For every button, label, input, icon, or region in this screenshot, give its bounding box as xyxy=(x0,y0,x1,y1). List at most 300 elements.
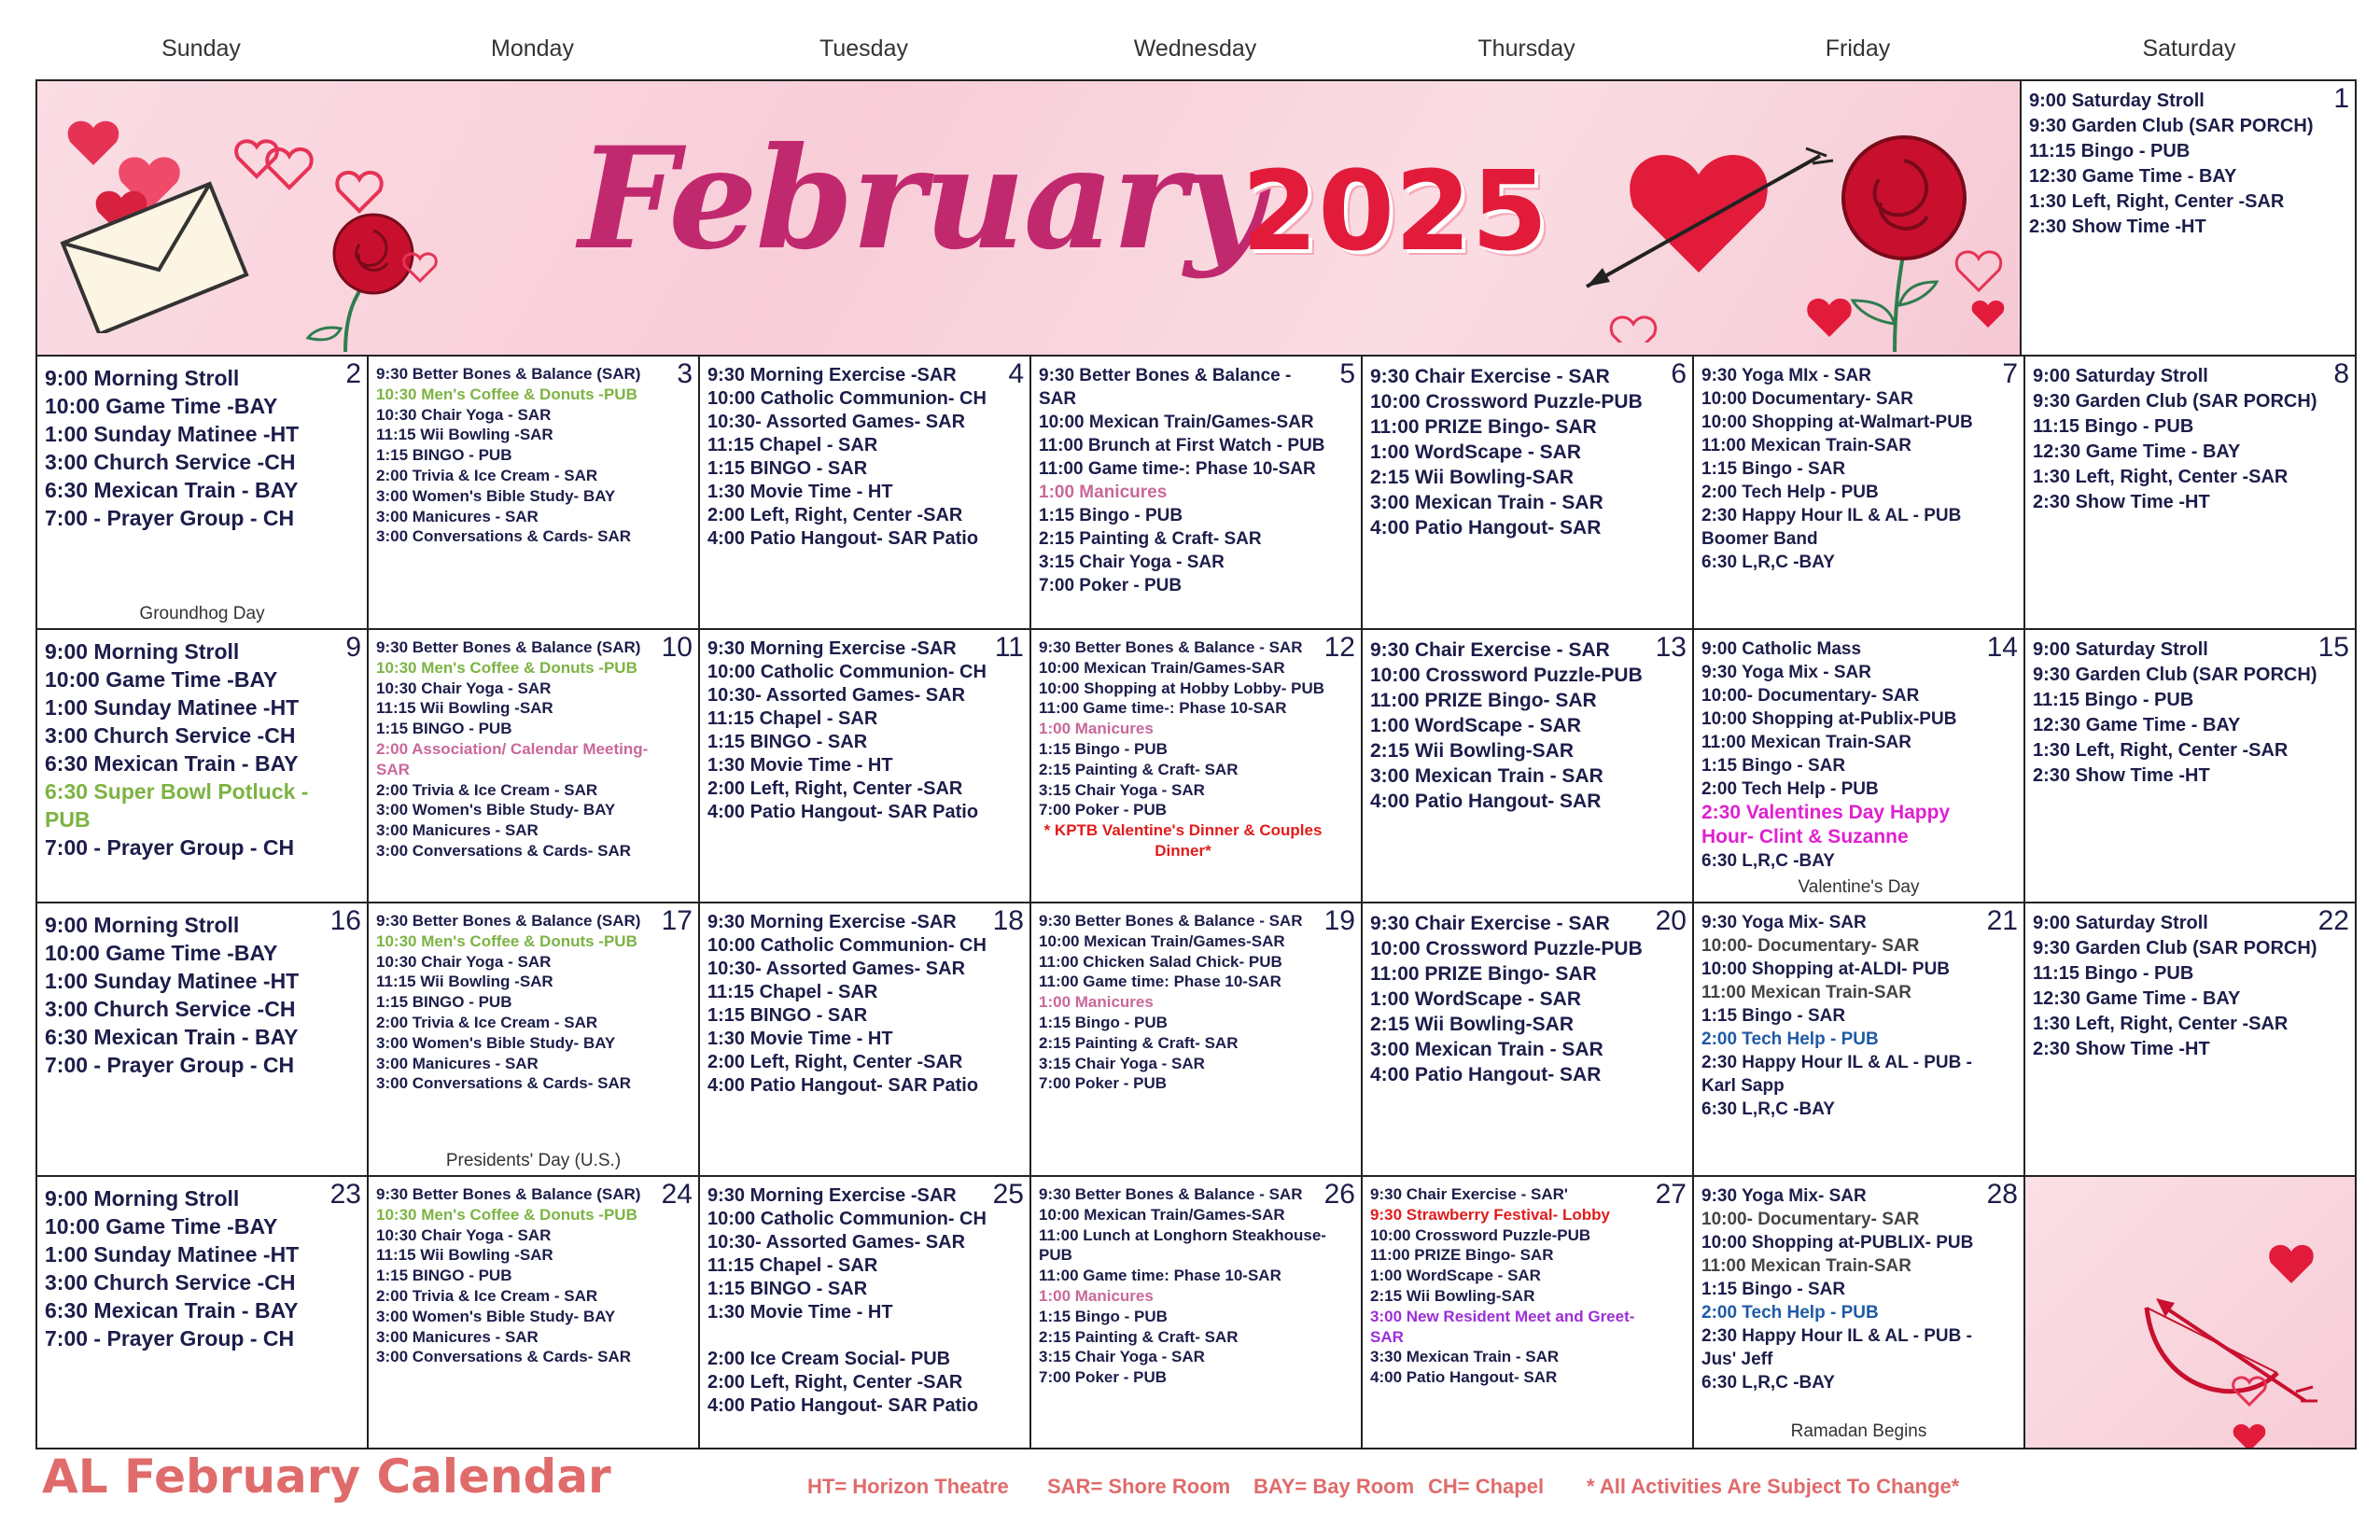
day-header-saturday: Saturday xyxy=(2142,35,2236,62)
event-item: 7:00 Poker - PUB xyxy=(1039,576,1183,595)
event-item: 4:00 Patio Hangout- SAR xyxy=(1370,1064,1602,1085)
event-item: 7:00 - Prayer Group - CH xyxy=(45,835,295,860)
day-number: 5 xyxy=(1339,358,1355,389)
event-item: 10:30 Chair Yoga - SAR xyxy=(376,1225,552,1244)
day-number: 27 xyxy=(1655,1179,1687,1210)
event-item: 2:30 Show Time -HT xyxy=(2033,1039,2210,1059)
event-item: 6:30 Mexican Train - BAY xyxy=(45,1025,299,1049)
day-number: 14 xyxy=(1986,632,2018,663)
event-item: 3:00 Church Service -CH xyxy=(45,1270,296,1295)
event-item: 9:30 Chair Exercise - SAR xyxy=(1370,639,1610,661)
event-item: 3:00 Conversations & Cards- SAR xyxy=(376,1074,632,1093)
event-item: 11:15 Bingo - PUB xyxy=(2029,141,2191,161)
calendar-title: AL February Calendar xyxy=(42,1449,611,1504)
event-item: 11:15 Bingo - PUB xyxy=(2033,416,2194,437)
event-item: 2:30 Show Time -HT xyxy=(2029,217,2206,237)
event-item: 1:30 Movie Time - HT xyxy=(707,1302,893,1323)
event-item: 9:30 Better Bones & Balance (SAR) xyxy=(376,912,641,930)
event-item: 7:00 - Prayer Group - CH xyxy=(45,506,295,530)
event-item: 2:00 Tech Help - PUB xyxy=(1701,1029,1879,1049)
day-header-sunday: Sunday xyxy=(161,35,241,62)
event-item: 1:00 Manicures xyxy=(1039,483,1168,502)
day-header-friday: Friday xyxy=(1825,35,1891,62)
event-item: 2:15 Wii Bowling-SAR xyxy=(1370,1014,1574,1035)
event-item: 9:30 Chair Exercise - SAR xyxy=(1370,366,1610,387)
event-item: 1:15 BINGO - SAR xyxy=(707,458,868,479)
event-item: 10:00 Crossword Puzzle-PUB xyxy=(1370,665,1643,686)
event-item: 11:15 Wii Bowling -SAR xyxy=(376,426,553,444)
event-item: 1:30 Left, Right, Center -SAR xyxy=(2029,191,2285,212)
event-item: 2:00 Left, Right, Center -SAR xyxy=(707,1372,963,1393)
event-item: 9:30 Chair Exercise - SAR xyxy=(1370,913,1610,934)
day-cell-12[interactable] xyxy=(1031,630,1363,903)
day-number: 2 xyxy=(345,358,361,389)
event-item: 10:30 Men's Coffee & Donuts -PUB xyxy=(376,385,637,403)
event-item: 10:00 Mexican Train/Games-SAR xyxy=(1039,658,1285,677)
event-item: Boomer Band xyxy=(1701,529,1818,549)
event-item: 6:30 L,R,C -BAY xyxy=(1701,553,1835,572)
event-item: 11:00 Mexican Train-SAR xyxy=(1701,733,1911,752)
day-cell-18[interactable] xyxy=(700,903,1031,1177)
event-item: 2:00 Tech Help - PUB xyxy=(1701,779,1879,799)
event-item: 10:00 Catholic Communion- CH xyxy=(707,662,987,682)
event-item: 11:00 Brunch at First Watch - PUB xyxy=(1039,436,1325,455)
event-item: 11:00 Lunch at Longhorn Steakhouse- PUB xyxy=(1039,1225,1326,1265)
month-banner xyxy=(37,81,2022,357)
event-item: 10:30- Assorted Games- SAR xyxy=(707,1232,966,1253)
event-item: 3:00 Manicures - SAR xyxy=(376,507,539,525)
bow-arrow-icon xyxy=(2025,1177,2355,1448)
event-item: 7:00 Poker - PUB xyxy=(1039,1368,1167,1387)
event-item: 2:30 Show Time -HT xyxy=(2033,492,2210,512)
event-item: 1:00 Sunday Matinee -HT xyxy=(45,1242,300,1267)
holiday-note: Valentine's Day xyxy=(1798,877,1920,897)
event-item: 11:00 Mexican Train-SAR xyxy=(1701,1256,1911,1276)
event-item: 10:30 Men's Coffee & Donuts -PUB xyxy=(376,931,637,950)
event-item: 9:00 Saturday Stroll xyxy=(2033,913,2208,933)
event-item: 3:00 Women's Bible Study- BAY xyxy=(376,801,616,819)
event-item: 2:00 Left, Right, Center -SAR xyxy=(707,505,963,525)
event-item: 9:30 Morning Exercise -SAR xyxy=(707,638,957,659)
event-item: 3:00 Mexican Train - SAR xyxy=(1370,492,1603,513)
event-item: 9:00 Saturday Stroll xyxy=(2033,366,2208,386)
event-item: 11:15 Chapel - SAR xyxy=(707,435,878,455)
event-item: 10:00 Documentary- SAR xyxy=(1701,389,1914,409)
event-item: 9:00 Saturday Stroll xyxy=(2033,639,2208,660)
event-item: 10:00 Catholic Communion- CH xyxy=(707,1209,987,1229)
day-cell-14[interactable] xyxy=(1694,630,2025,903)
event-item: 1:00 Manicures xyxy=(1039,993,1154,1012)
event-item: 9:30 Morning Exercise -SAR xyxy=(707,365,957,385)
event-item: 10:00 Mexican Train/Games-SAR xyxy=(1039,931,1285,950)
legend-ht: HT= Horizon Theatre xyxy=(807,1475,1009,1498)
event-item: 1:15 Bingo - PUB xyxy=(1039,1013,1168,1031)
event-item: 3:00 Conversations & Cards- SAR xyxy=(376,527,632,546)
event-item: 3:00 Church Service -CH xyxy=(45,997,296,1021)
holiday-note: Ramadan Begins xyxy=(1790,1421,1927,1441)
event-item: 11:15 Bingo - PUB xyxy=(2033,963,2194,984)
day-number: 6 xyxy=(1671,358,1687,389)
event-item: 1:00 Sunday Matinee -HT xyxy=(45,695,300,720)
event-item: 9:00 Morning Stroll xyxy=(45,366,240,390)
event-item: 3:00 Conversations & Cards- SAR xyxy=(376,841,632,860)
day-cell-4[interactable] xyxy=(700,357,1031,630)
event-item: 1:30 Left, Right, Center -SAR xyxy=(2033,467,2289,487)
event-item: 9:30 Garden Club (SAR PORCH) xyxy=(2029,116,2314,136)
day-cell-11[interactable] xyxy=(700,630,1031,903)
event-item: 2:15 Painting & Craft- SAR xyxy=(1039,1033,1239,1052)
event-item: 3:15 Chair Yoga - SAR xyxy=(1039,553,1225,572)
event-item: 11:15 Wii Bowling -SAR xyxy=(376,699,553,718)
event-item: 10:00 Shopping at-ALDI- PUB xyxy=(1701,959,1951,979)
event-item: 2:00 Trivia & Ice Cream - SAR xyxy=(376,466,598,484)
day-cell-15[interactable] xyxy=(2025,630,2355,903)
event-item: 4:00 Patio Hangout- SAR Patio xyxy=(707,802,979,822)
event-item: 2:00 Left, Right, Center -SAR xyxy=(707,778,963,799)
day-cell-8[interactable] xyxy=(2025,357,2355,630)
event-item: 4:00 Patio Hangout- SAR Patio xyxy=(707,1395,979,1416)
event-item: 11:00 Mexican Train-SAR xyxy=(1701,436,1911,455)
day-number: 7 xyxy=(2002,358,2018,389)
event-item: 9:30 Morning Exercise -SAR xyxy=(707,1185,957,1206)
day-cell-7[interactable] xyxy=(1694,357,2025,630)
legend-disclaimer: * All Activities Are Subject To Change* xyxy=(1587,1475,1960,1498)
event-item: 10:00- Documentary- SAR xyxy=(1701,1210,1920,1229)
event-item: 9:30 Better Bones & Balance (SAR) xyxy=(376,638,641,656)
event-item: 9:30 Better Bones & Balance (SAR) xyxy=(376,365,641,383)
event-item: 10:30- Assorted Games- SAR xyxy=(707,959,966,979)
event-item: 10:00 Game Time -BAY xyxy=(45,941,278,965)
event-item: 9:30 Yoga Mix- SAR xyxy=(1701,1186,1867,1206)
empty-cell-decoration xyxy=(2025,1177,2355,1448)
event-item: 10:00 Mexican Train/Games-SAR xyxy=(1039,413,1314,432)
event-item: 4:00 Patio Hangout- SAR xyxy=(1370,1368,1558,1387)
event-item: 9:30 Yoga MIx - SAR xyxy=(1701,366,1871,385)
event-item: 2:00 Tech Help - PUB xyxy=(1701,483,1879,502)
event-item: 10:30- Assorted Games- SAR xyxy=(707,685,966,706)
event-item: 4:00 Patio Hangout- SAR xyxy=(1370,517,1602,539)
rose-icon xyxy=(271,212,448,357)
event-item: 11:15 Wii Bowling -SAR xyxy=(376,973,553,991)
day-header-wednesday: Wednesday xyxy=(1133,35,1257,62)
event-item: 9:30 Yoga Mix - SAR xyxy=(1701,663,1871,682)
event-item: 11:00 Mexican Train-SAR xyxy=(1701,983,1911,1002)
day-number: 4 xyxy=(1008,358,1024,389)
event-item: 3:15 Chair Yoga - SAR xyxy=(1039,1054,1205,1072)
event-item: 2:30 Valentines Day Happy Hour- Clint & Suzanne xyxy=(1701,802,1951,847)
event-item: 9:30 Better Bones & Balance - SAR xyxy=(1039,638,1303,656)
event-item: 2:30 Happy Hour IL & AL - PUB - Karl Sapp xyxy=(1701,1053,1972,1096)
event-item: 10:00 Mexican Train/Games-SAR xyxy=(1039,1205,1285,1224)
day-number: 26 xyxy=(1323,1179,1355,1210)
event-item: 9:30 Garden Club (SAR PORCH) xyxy=(2033,391,2317,412)
day-cell-10[interactable] xyxy=(369,630,700,903)
event-item: 2:15 Painting & Craft- SAR xyxy=(1039,760,1239,778)
event-item: 1:15 Bingo - SAR xyxy=(1701,1006,1846,1026)
day-header-tuesday: Tuesday xyxy=(819,35,908,62)
event-item: 7:00 - Prayer Group - CH xyxy=(45,1053,295,1077)
event-spacer xyxy=(707,1324,996,1348)
event-item: 1:15 Bingo - PUB xyxy=(1039,1307,1168,1325)
event-item: 10:00- Documentary- SAR xyxy=(1701,686,1920,706)
event-item: 12:30 Game Time - BAY xyxy=(2033,441,2241,462)
day-number: 18 xyxy=(992,905,1024,936)
event-item: 2:15 Wii Bowling-SAR xyxy=(1370,740,1574,762)
event-item: 1:00 WordScape - SAR xyxy=(1370,715,1582,736)
event-item: 10:00 Crossword Puzzle-PUB xyxy=(1370,391,1643,413)
event-item: 9:30 Strawberry Festival- Lobby xyxy=(1370,1205,1610,1224)
event-item: 2:00 Trivia & Ice Cream - SAR xyxy=(376,1013,598,1031)
event-item: 6:30 Mexican Train - BAY xyxy=(45,1298,299,1323)
event-item: 10:30 Men's Coffee & Donuts -PUB xyxy=(376,658,637,677)
legend-sar: SAR= Shore Room xyxy=(1047,1475,1231,1498)
day-cell-17[interactable] xyxy=(369,903,700,1177)
event-item: 3:00 Church Service -CH xyxy=(45,450,296,474)
day-cell-9[interactable] xyxy=(37,630,369,903)
event-item: 11:00 PRIZE Bingo- SAR xyxy=(1370,963,1597,985)
event-item: 1:30 Left, Right, Center -SAR xyxy=(2033,1014,2289,1034)
event-item: 9:00 Morning Stroll xyxy=(45,913,240,937)
event-item: 2:30 Happy Hour IL & AL - PUB - Jus' Jeff xyxy=(1701,1326,1972,1369)
event-item: 11:00 PRIZE Bingo- SAR xyxy=(1370,416,1597,438)
event-item: 1:15 BINGO - PUB xyxy=(376,1267,512,1285)
day-number: 11 xyxy=(994,632,1024,663)
event-item: 7:00 - Prayer Group - CH xyxy=(45,1326,295,1351)
day-number: 21 xyxy=(1986,905,2018,936)
event-item: 11:00 Game time-: Phase 10-SAR xyxy=(1039,459,1316,479)
day-cell-23[interactable] xyxy=(37,1177,369,1448)
event-item: 11:15 Chapel - SAR xyxy=(707,708,878,729)
event-item: 3:00 Conversations & Cards- SAR xyxy=(376,1348,632,1366)
event-item: 10:30- Assorted Games- SAR xyxy=(707,412,966,432)
day-cell-25[interactable] xyxy=(700,1177,1031,1448)
event-item: 1:15 BINGO - PUB xyxy=(376,446,512,465)
holiday-note: Groundhog Day xyxy=(139,604,265,623)
event-item: 11:15 Chapel - SAR xyxy=(707,1255,878,1276)
event-item: 6:30 L,R,C -BAY xyxy=(1701,1099,1835,1119)
event-item: 3:00 Manicures - SAR xyxy=(376,821,539,840)
event-item: 10:00 Shopping at-Publix-PUB xyxy=(1701,709,1957,729)
event-item: 6:30 Mexican Train - BAY xyxy=(45,478,299,502)
banner-month-title: February xyxy=(579,117,1265,281)
event-item: 4:00 Patio Hangout- SAR Patio xyxy=(707,1075,979,1096)
event-item: 11:00 Game time: Phase 10-SAR xyxy=(1039,1267,1281,1285)
event-item: 11:00 PRIZE Bingo- SAR xyxy=(1370,690,1597,711)
day-number: 19 xyxy=(1323,905,1355,936)
event-item: 1:00 Manicures xyxy=(1039,720,1154,738)
event-item: 12:30 Game Time - BAY xyxy=(2029,166,2237,187)
day-number: 3 xyxy=(677,358,693,389)
event-item: 10:00 Game Time -BAY xyxy=(45,667,278,692)
event-item: 4:00 Patio Hangout- SAR Patio xyxy=(707,528,979,549)
day-cell-6[interactable] xyxy=(1363,357,1694,630)
day-cell-27[interactable] xyxy=(1363,1177,1694,1448)
event-item: 9:30 Chair Exercise - SAR' xyxy=(1370,1185,1568,1203)
event-item: 11:15 Wii Bowling -SAR xyxy=(376,1246,553,1265)
event-item: 9:30 Better Bones & Balance - SAR xyxy=(1039,912,1303,930)
event-item: 6:30 L,R,C -BAY xyxy=(1701,851,1835,871)
event-item: 10:00 Shopping at Hobby Lobby- PUB xyxy=(1039,679,1325,697)
event-item: 10:00 Catholic Communion- CH xyxy=(707,388,987,409)
event-item: 3:00 Women's Bible Study- BAY xyxy=(376,1033,616,1052)
event-item: 6:30 Mexican Train - BAY xyxy=(45,751,299,776)
event-item: 10:00 Crossword Puzzle-PUB xyxy=(1370,1225,1591,1244)
event-item: * KPTB Valentine's Dinner & Couples Dinner* xyxy=(1043,821,1323,860)
event-item: 1:00 Sunday Matinee -HT xyxy=(45,969,300,993)
event-item: 12:30 Game Time - BAY xyxy=(2033,715,2241,735)
event-item: 6:30 L,R,C -BAY xyxy=(1701,1373,1835,1393)
event-item: 10:00 Catholic Communion- CH xyxy=(707,935,987,956)
event-item: 1:15 BINGO - PUB xyxy=(376,993,512,1012)
day-number: 15 xyxy=(2317,632,2349,663)
day-number: 23 xyxy=(329,1179,361,1210)
event-item: 2:30 Show Time -HT xyxy=(2033,765,2210,786)
event-item: 10:30 Chair Yoga - SAR xyxy=(376,679,552,697)
event-item: 12:30 Game Time - BAY xyxy=(2033,988,2241,1009)
event-item: 2:15 Wii Bowling-SAR xyxy=(1370,467,1574,488)
event-item: 2:00 Ice Cream Social- PUB xyxy=(707,1349,951,1369)
legend-ch: CH= Chapel xyxy=(1428,1475,1545,1498)
event-item: 11:15 Bingo - PUB xyxy=(2033,690,2194,710)
day-cell-20[interactable] xyxy=(1363,903,1694,1177)
event-item: 1:15 Bingo - SAR xyxy=(1701,756,1846,776)
event-item: 3:00 Mexican Train - SAR xyxy=(1370,1039,1603,1060)
event-item: 9:00 Saturday Stroll xyxy=(2029,91,2205,111)
event-item: 3:00 Church Service -CH xyxy=(45,723,296,748)
event-item: 9:00 Morning Stroll xyxy=(45,1186,240,1211)
day-number: 25 xyxy=(992,1179,1024,1210)
event-item: 10:00 Shopping at-Walmart-PUB xyxy=(1701,413,1973,432)
event-item: 1:15 BINGO - PUB xyxy=(376,720,512,738)
calendar-grid xyxy=(35,79,2357,1449)
holiday-note: Presidents' Day (U.S.) xyxy=(445,1151,622,1170)
day-number: 12 xyxy=(1323,632,1355,663)
event-item: 1:00 WordScape - SAR xyxy=(1370,988,1582,1010)
event-item: 10:00 Shopping at-PUBLIX- PUB xyxy=(1701,1233,1974,1253)
event-item: 2:00 Trivia & Ice Cream - SAR xyxy=(376,1286,598,1305)
day-cell-2[interactable] xyxy=(37,357,369,630)
event-item: 11:00 Game time: Phase 10-SAR xyxy=(1039,973,1281,991)
event-item: 10:00 Game Time -BAY xyxy=(45,1214,278,1239)
event-item: 2:00 Tech Help - PUB xyxy=(1701,1303,1879,1323)
event-item: 11:00 Game time-: Phase 10-SAR xyxy=(1039,699,1287,718)
event-item: 2:15 Painting & Craft- SAR xyxy=(1039,529,1262,549)
event-item: 3:00 Mexican Train - SAR xyxy=(1370,765,1603,787)
day-cell-21[interactable] xyxy=(1694,903,2025,1177)
event-item: 9:00 Catholic Mass xyxy=(1701,639,1862,659)
event-item: 10:00 Crossword Puzzle-PUB xyxy=(1370,938,1643,959)
event-item: 1:15 BINGO - SAR xyxy=(707,732,868,752)
event-item: 1:30 Movie Time - HT xyxy=(707,1029,893,1049)
event-item: 1:00 Manicures xyxy=(1039,1286,1154,1305)
day-cell-22[interactable] xyxy=(2025,903,2355,1177)
event-item: 1:15 BINGO - SAR xyxy=(707,1279,868,1299)
day-cell-19[interactable] xyxy=(1031,903,1363,1177)
event-item: 10:30 Chair Yoga - SAR xyxy=(376,405,552,424)
event-item: 6:30 Super Bowl Potluck - PUB xyxy=(45,779,309,832)
event-item: 11:15 Chapel - SAR xyxy=(707,982,878,1002)
day-cell-26[interactable] xyxy=(1031,1177,1363,1448)
event-item: 2:15 Painting & Craft- SAR xyxy=(1039,1327,1239,1346)
event-item: 9:30 Garden Club (SAR PORCH) xyxy=(2033,665,2317,685)
day-number: 13 xyxy=(1655,632,1687,663)
event-item: 3:15 Chair Yoga - SAR xyxy=(1039,780,1205,799)
day-number: 10 xyxy=(661,632,693,663)
legend-bay: BAY= Bay Room xyxy=(1253,1475,1415,1498)
event-item: 10:00- Documentary- SAR xyxy=(1701,936,1920,956)
event-item: 2:00 Association/ Calendar Meeting- SAR xyxy=(376,739,649,778)
event-item: 4:00 Patio Hangout- SAR xyxy=(1370,791,1602,812)
event-item: 1:15 Bingo - PUB xyxy=(1039,739,1168,758)
day-number: 24 xyxy=(661,1179,693,1210)
event-item: 9:30 Better Bones & Balance (SAR) xyxy=(376,1185,641,1203)
day-number: 17 xyxy=(661,905,693,936)
event-item: 3:30 Mexican Train - SAR xyxy=(1370,1348,1560,1366)
day-number: 22 xyxy=(2317,905,2349,936)
event-item: 1:00 Sunday Matinee -HT xyxy=(45,422,300,446)
event-item: 1:00 WordScape - SAR xyxy=(1370,441,1582,463)
day-number: 20 xyxy=(1655,905,1687,936)
day-cell-28[interactable] xyxy=(1694,1177,2025,1448)
event-item: 9:30 Garden Club (SAR PORCH) xyxy=(2033,938,2317,959)
event-item: 1:15 Bingo - PUB xyxy=(1039,506,1183,525)
event-item: 10:30 Chair Yoga - SAR xyxy=(376,952,552,971)
day-number: 16 xyxy=(329,905,361,936)
day-number: 28 xyxy=(1986,1179,2018,1210)
day-header-monday: Monday xyxy=(491,35,574,62)
event-item: 9:30 Better Bones & Balance - SAR xyxy=(1039,1185,1303,1203)
day-number: 8 xyxy=(2333,358,2349,389)
day-cell-13[interactable] xyxy=(1363,630,1694,903)
event-item: 10:30 Men's Coffee & Donuts -PUB xyxy=(376,1205,637,1224)
event-item: 3:00 Manicures - SAR xyxy=(376,1054,539,1072)
event-item: 10:00 Game Time -BAY xyxy=(45,394,278,418)
event-item: 2:15 Wii Bowling-SAR xyxy=(1370,1286,1535,1305)
day-cell-3[interactable] xyxy=(369,357,700,630)
event-item: 1:30 Movie Time - HT xyxy=(707,755,893,776)
event-item: 9:30 Yoga Mix- SAR xyxy=(1701,913,1867,932)
event-item: 1:15 Bingo - SAR xyxy=(1701,1280,1846,1299)
day-cell-1[interactable] xyxy=(2022,81,2355,357)
event-item: 11:00 Chicken Salad Chick- PUB xyxy=(1039,952,1282,971)
event-item: 2:00 Left, Right, Center -SAR xyxy=(707,1052,963,1072)
event-item: 2:30 Happy Hour IL & AL - PUB xyxy=(1701,506,1962,525)
event-item: 11:00 PRIZE Bingo- SAR xyxy=(1370,1246,1554,1265)
event-item: 3:00 New Resident Meet and Greet- SAR xyxy=(1370,1307,1635,1346)
event-item: 9:30 Morning Exercise -SAR xyxy=(707,912,957,932)
banner-year: 2025 xyxy=(1241,147,1548,275)
event-item: 9:30 Better Bones & Balance - SAR xyxy=(1039,366,1292,409)
day-header-thursday: Thursday xyxy=(1477,35,1575,62)
event-item: 1:00 WordScape - SAR xyxy=(1370,1267,1541,1285)
day-number: 9 xyxy=(345,632,361,663)
day-number: 1 xyxy=(2333,83,2349,114)
event-item: 9:00 Morning Stroll xyxy=(45,639,240,664)
day-cell-16[interactable] xyxy=(37,903,369,1177)
day-cell-24[interactable] xyxy=(369,1177,700,1448)
event-item: 7:00 Poker - PUB xyxy=(1039,801,1167,819)
event-item: 1:15 Bingo - SAR xyxy=(1701,459,1846,479)
event-item: 3:00 Women's Bible Study- BAY xyxy=(376,1307,616,1325)
event-item: 3:00 Women's Bible Study- BAY xyxy=(376,486,616,505)
event-item: 1:15 BINGO - SAR xyxy=(707,1005,868,1026)
event-item: 3:15 Chair Yoga - SAR xyxy=(1039,1348,1205,1366)
event-item: 2:00 Trivia & Ice Cream - SAR xyxy=(376,780,598,799)
event-item: 1:30 Movie Time - HT xyxy=(707,482,893,502)
event-item: 1:30 Left, Right, Center -SAR xyxy=(2033,740,2289,761)
event-item: 7:00 Poker - PUB xyxy=(1039,1074,1167,1093)
day-cell-5[interactable] xyxy=(1031,357,1363,630)
